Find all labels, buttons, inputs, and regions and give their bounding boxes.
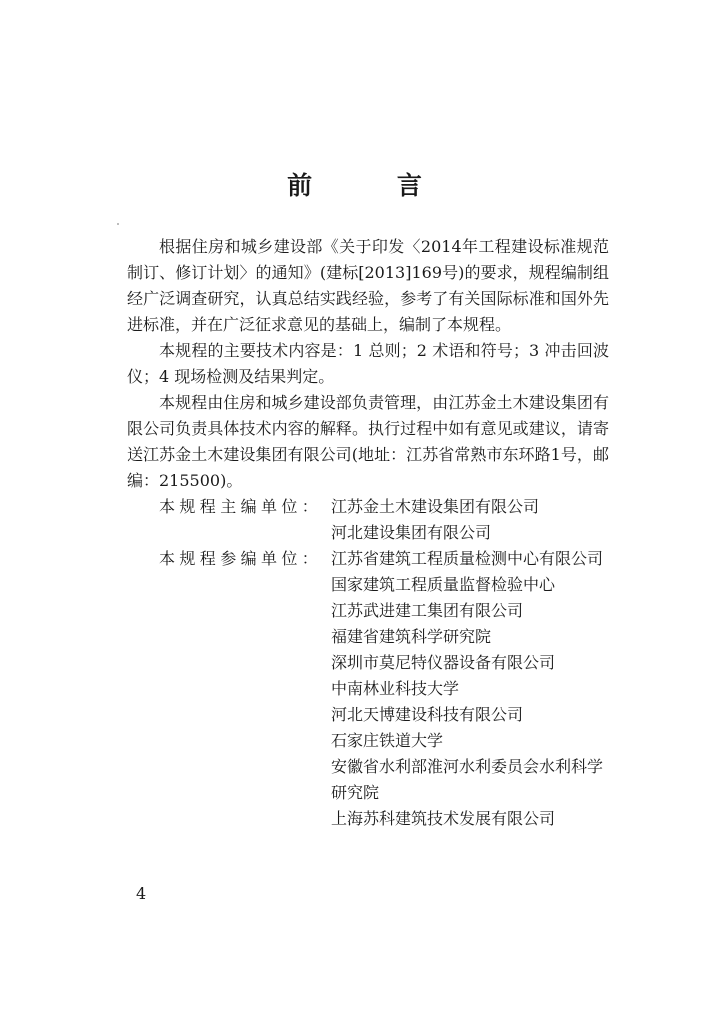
participating-units-list xyxy=(331,546,609,832)
participating-unit-item: 安徽省水利部淮河水利委员会水利科学研究院 xyxy=(331,757,604,802)
page-title: 前 言 xyxy=(287,171,460,200)
chief-units-block xyxy=(127,494,609,546)
chief-unit-item: 河北建设集团有限公司 xyxy=(331,523,492,542)
participating-unit-item: 河北天博建设科技有限公司 xyxy=(331,705,524,724)
chief-units-label: 本规程主编单位： xyxy=(159,497,323,516)
participating-units-block xyxy=(127,546,609,832)
paragraph-basis: 根据住房和城乡建设部《关于印发〈2014年工程建设标准规范制订、修订计划〉的通知》(建标[2013]169号)的要求，规程编制组经广泛调查研究，认真总结实践经验，参考了有关国际标准和国外先进标准，并在广泛征求意见的基础上，编制了本规程。 xyxy=(127,237,609,334)
participating-units-label: 本规程参编单位： xyxy=(159,549,323,568)
page-number: 4 xyxy=(136,884,147,903)
chief-unit-item: 江苏金土木建设集团有限公司 xyxy=(331,497,540,516)
participating-unit-item: 深圳市莫尼特仪器设备有限公司 xyxy=(331,653,556,672)
participating-unit-item: 中南林业科技大学 xyxy=(331,679,460,698)
participating-unit-item: 江苏武进建工集团有限公司 xyxy=(331,601,524,620)
participating-unit-item: 江苏省建筑工程质量检测中心有限公司 xyxy=(331,549,604,568)
participating-unit-item: 石家庄铁道大学 xyxy=(331,731,444,750)
chief-units-list xyxy=(331,494,609,546)
participating-unit-item: 上海苏科建筑技术发展有限公司 xyxy=(331,809,556,828)
participating-unit-item: 福建省建筑科学研究院 xyxy=(331,627,492,646)
margin-speck xyxy=(117,223,119,225)
paragraph-management: 本规程由住房和城乡建设部负责管理，由江苏金土木建设集团有限公司负责具体技术内容的解释。执行过程中如有意见或建议，请寄送江苏金土木建设集团有限公司(地址：江苏省常熟市东环路1号，邮编：215500)。 xyxy=(127,393,609,490)
foreword-body xyxy=(127,234,609,832)
participating-unit-item: 国家建筑工程质量监督检验中心 xyxy=(331,575,556,594)
paragraph-contents: 本规程的主要技术内容是：1 总则；2 术语和符号；3 冲击回波仪；4 现场检测及结果判定。 xyxy=(127,341,609,386)
